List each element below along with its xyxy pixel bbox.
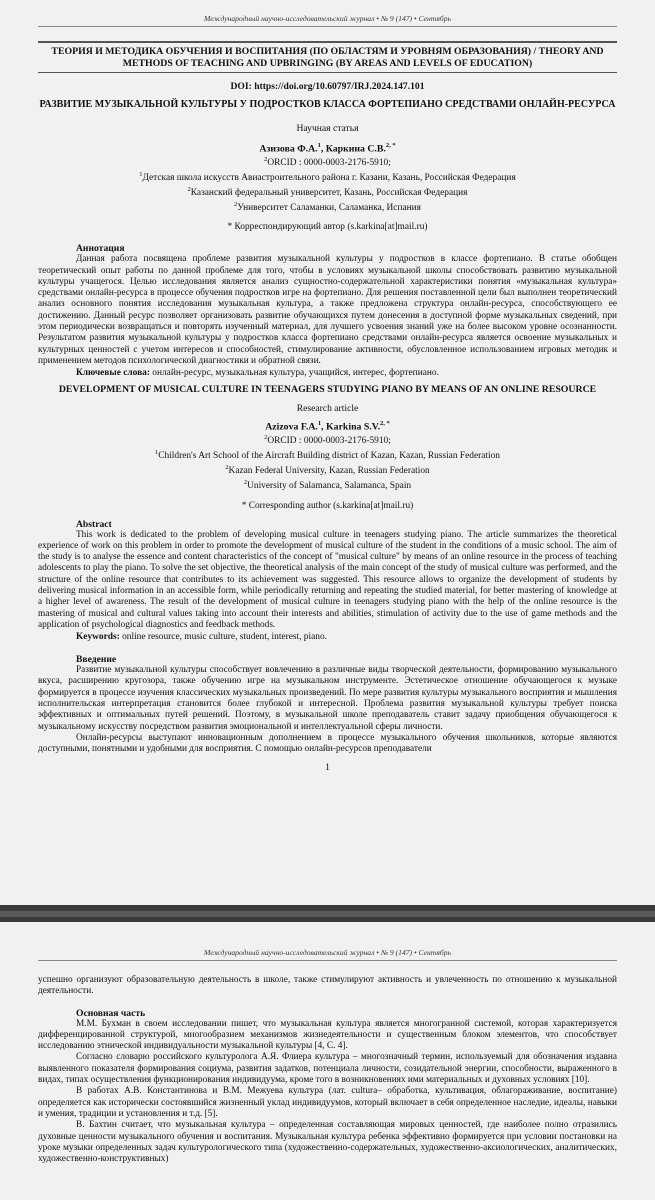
authors-ru <box>38 142 617 154</box>
article-title-en: DEVELOPMENT OF MUSICAL CULTURE IN TEENAGERS STUDYING PIANO BY MEANS OF AN ONLINE RESOURCE <box>58 384 597 396</box>
article-title-ru: РАЗВИТИЕ МУЗЫКАЛЬНОЙ КУЛЬТУРЫ У ПОДРОСТКОВ КЛАССА ФОРТЕПИАНО СРЕДСТВАМИ ОНЛАЙН-РЕСУРСА <box>39 99 616 110</box>
affiliation-2-ru <box>38 184 617 199</box>
abstract-text-en: This work is dedicated to the problem of developing musical culture in teenagers studying piano. The article summarizes the theoretical experience of work on this problem in order to promote the development of musical culture of the student in the conditions of a music school. The aim of the study is to analyse the essence and content characteristics of the concept of "musical culture" by means of an online resource in the process of teaching adolescents to play the piano. To solve the set objective, the theoretical analysis of the main concept of the study of musical culture was performed, and the structure of the online resource that contributes to its achievement was suggested. This resource allows to organize the development of students by delivering musical information in an accessible form, while periodically returning and repeating the studied material, for better mastering of knowledge at a higher level of awareness. The result of the development of musical culture in teenagers studying piano with the help of the online resource is the mastering of musical and cultural values taking into account their interests and abilities, stimulation of activity due to the use of game methods and the application of psychological diagnostics and feedback methods. <box>38 529 617 630</box>
aff-sup: 1 <box>139 170 143 178</box>
affiliation-1-en <box>38 447 617 462</box>
author-name: Каркина С.В. <box>325 142 386 154</box>
author-separator: , <box>321 421 327 432</box>
aff-sup: 2 <box>225 464 229 472</box>
authors-en <box>38 420 617 432</box>
orcid-ru <box>38 154 617 169</box>
orcid-text[interactable]: ORCID : 0000-0003-2176-5910; <box>267 157 391 168</box>
main-part-heading: Основная часть <box>76 1007 146 1019</box>
aff-sup: 2 <box>264 434 268 441</box>
keywords-label: Keywords: <box>76 632 120 643</box>
aff-text: Kazan Federal University, Kazan, Russian Federation <box>228 466 430 477</box>
corresponding-author-en: * Corresponding author (s.karkina[at]mail.ru) <box>241 500 414 511</box>
continuation-paragraph: успешно организуют образовательную деятельность в школе, также стимулируют активность и увлеченность по отношению к музыкальной деятельности. <box>38 975 617 997</box>
doi-link[interactable]: DOI: https://doi.org/10.60797/IRJ.2024.147.101 <box>230 81 425 92</box>
main-paragraph: В. Бахтин считает, что музыкальная культура – определенная составляющая мировых ценностей, где наиболее полно отразились духовные ценности музыкального обучения и воспитания. Музыкальная культура ребенка эффективно формируется при условии постановки на уроке музыки определенных задач культурологического типа (художественно-содержательных, художественно-аксиологических, аналитических, художественно-конструктивных) <box>38 1120 617 1165</box>
intro-heading: Введение <box>76 654 117 666</box>
aff-text: Казанский федеральный университет, Казань, Российская Федерация <box>190 188 468 199</box>
orcid-en <box>38 432 617 447</box>
author-sup: 2, * <box>385 141 396 149</box>
abstract-heading-ru: Аннотация <box>76 243 125 255</box>
journal-header: Международный научно-исследовательский журнал • № 9 (147) • Сентябрь <box>38 948 617 961</box>
aff-text: Университет Саламанки, Саламанка, Испания <box>237 203 421 214</box>
main-paragraph: Согласно словарю российского культуролога А.Я. Флиера культура – многозначный термин, используемый для обозначения издавна выявленного показателя формирования социума, развития задатков, потенциала личности, созидательной энергии, способности, выраженного в видах, типах осуществления функционирования индивидуума, кроме того в возникновениях ими материальных и духовных условиях [10]. <box>38 1052 617 1086</box>
aff-text: Children's Art School of the Aircraft Building district of Kazan, Kazan, Russian Federation <box>158 451 500 462</box>
intro-paragraph: Развитие музыкальной культуры способствует вовлечению в различные виды творческой деятельности, формированию музыкального вкуса, расширению кругозора, также обучению игре на музыкальном инструменте. Эстетическое отношение обучающегося к музыке формируется в процессе изучения классических музыкальных произведений. По мере развития культуры музыкального восприятия и мышления исполнительская интерпретация становится более глубокой и интересной. Проблема развития музыкальной культуры требует поиска эффективных и оптимальных путей решений. Поэтому, в музыкальной школе преподаватель ставит задачу приобщения обучающегося к музыкальному искусству посредством развития эмоциональной и интеллектуальной сферы личности. <box>38 665 617 732</box>
author-sup: 1 <box>317 141 321 149</box>
abstract-text-ru: Данная работа посвящена проблеме развития музыкальной культуры у подростков в классе фортепиано. В статье обобщен теоретический опыт работы по данной проблеме для того, чтобы в условиях музыкальной школы способствовать развитию музыкальной культуры учащегося. Целью исследования является анализ сущностно-содержательной характеристики понятия «музыкальная культура» средствами онлайн-ресурса в процессе обучения подростков игре на фортепиано. Для решения поставленной цели был выполнен теоретический анализ основного понятия исследования музыкальная культура, а также предложена структура онлайн-ресурса, способствующего ее достижению. Данный ресурс позволяет организовать развитие обучающихся путем донесения в доступной форме музыкальных сведений, при этом периодически возвращаться и повторять изученный материал, для лучшего усвоения знаний уже на более высоком уровне осознанности. Результатом развития музыкальной культуры у подростков класса фортепиано средствами онлайн-ресурса является освоение музыкальных и культурных ценностей с учетом интересов и способностей, стимулирование активности, обусловленное использованием игровых методик и применением методов психологической диагностики и обратной связи. <box>38 254 617 366</box>
author-name: Азизова Ф.А. <box>259 142 318 154</box>
keywords-en <box>76 632 617 642</box>
author-sup: 1 <box>317 419 322 427</box>
keywords-text: online resource, music culture, student, interest, piano. <box>119 632 327 643</box>
affiliation-3-en <box>38 477 617 492</box>
author-name: Azizova F.A. <box>265 421 318 432</box>
article-type-ru: Научная статья <box>296 122 359 134</box>
aff-text: Детская школа искусств Авиастроительного района г. Казани, Казань, Российская Федерация <box>142 173 516 184</box>
author-sup: 2, * <box>380 419 390 427</box>
aff-sup: 2 <box>243 479 248 487</box>
keywords-label: Ключевые слова: <box>76 368 150 379</box>
affiliation-2-en <box>38 462 617 477</box>
page-number: 1 <box>325 761 330 773</box>
article-type-en: Research article <box>296 402 359 414</box>
main-paragraph: В работах А.В. Константинова и В.М. Межуева культура (лат. cultura– обработка, культивация, облагораживание, воспитание) определяется как исторически состоявшийся жизненный уклад индивидуумов, который включает в себя определенное наследие, идеалы, навыки и умения, традиции и установления и т.д. [5]. <box>38 1086 617 1119</box>
keywords-ru <box>76 368 617 378</box>
keywords-text: онлайн-ресурс, музыкальная культура, учащийся, интерес, фортепиано. <box>149 368 439 379</box>
aff-sup: 2 <box>187 186 191 194</box>
main-paragraph: М.М. Бухман в своем исследовании пишет, что музыкальная культура является многогранной системой, которая характеризуется дифференцированной структурой, многообразием механизмов жизнедеятельности и существенным блоком элементов, что способствует исследованию этнической индивидуальности музыкальной культуры [4, С. 4]. <box>38 1018 617 1052</box>
orcid-text[interactable]: ORCID : 0000-0003-2176-5910; <box>267 436 391 447</box>
aff-text: University of Salamanca, Salamanca, Spain <box>247 481 412 492</box>
aff-sup: 1 <box>155 449 159 457</box>
affiliation-1-ru <box>38 169 617 184</box>
intro-paragraph: Онлайн-ресурсы выступают инновационным дополнением в процессе музыкального обучения школьников, которые являются доступными, понятными и удобными для восприятия. С помощью онлайн-ресурсов преподаватели <box>38 732 617 755</box>
journal-header: Международный научно-исследовательский журнал • № 9 (147) • Сентябрь <box>38 14 617 27</box>
journal-page-2 <box>0 922 655 1200</box>
abstract-heading-en: Abstract <box>76 518 112 530</box>
section-heading: ТЕОРИЯ И МЕТОДИКА ОБУЧЕНИЯ И ВОСПИТАНИЯ (ПО ОБЛАСТЯМ И УРОВНЯМ ОБРАЗОВАНИЯ) / THEORY AND METHODS OF TEACHING AND UPBRINGING (BY AREAS AND LEVELS OF EDUCATION) <box>38 43 617 73</box>
corresponding-author-ru: * Корреспондирующий автор (s.karkina[at]mail.ru) <box>227 222 428 233</box>
page-separator-line <box>0 911 655 917</box>
affiliation-3-ru <box>38 199 617 214</box>
author-name: Karkina S.V. <box>326 421 381 432</box>
author-separator: , <box>320 142 326 154</box>
aff-sup: 2 <box>234 201 238 209</box>
aff-sup: 2 <box>264 155 268 163</box>
